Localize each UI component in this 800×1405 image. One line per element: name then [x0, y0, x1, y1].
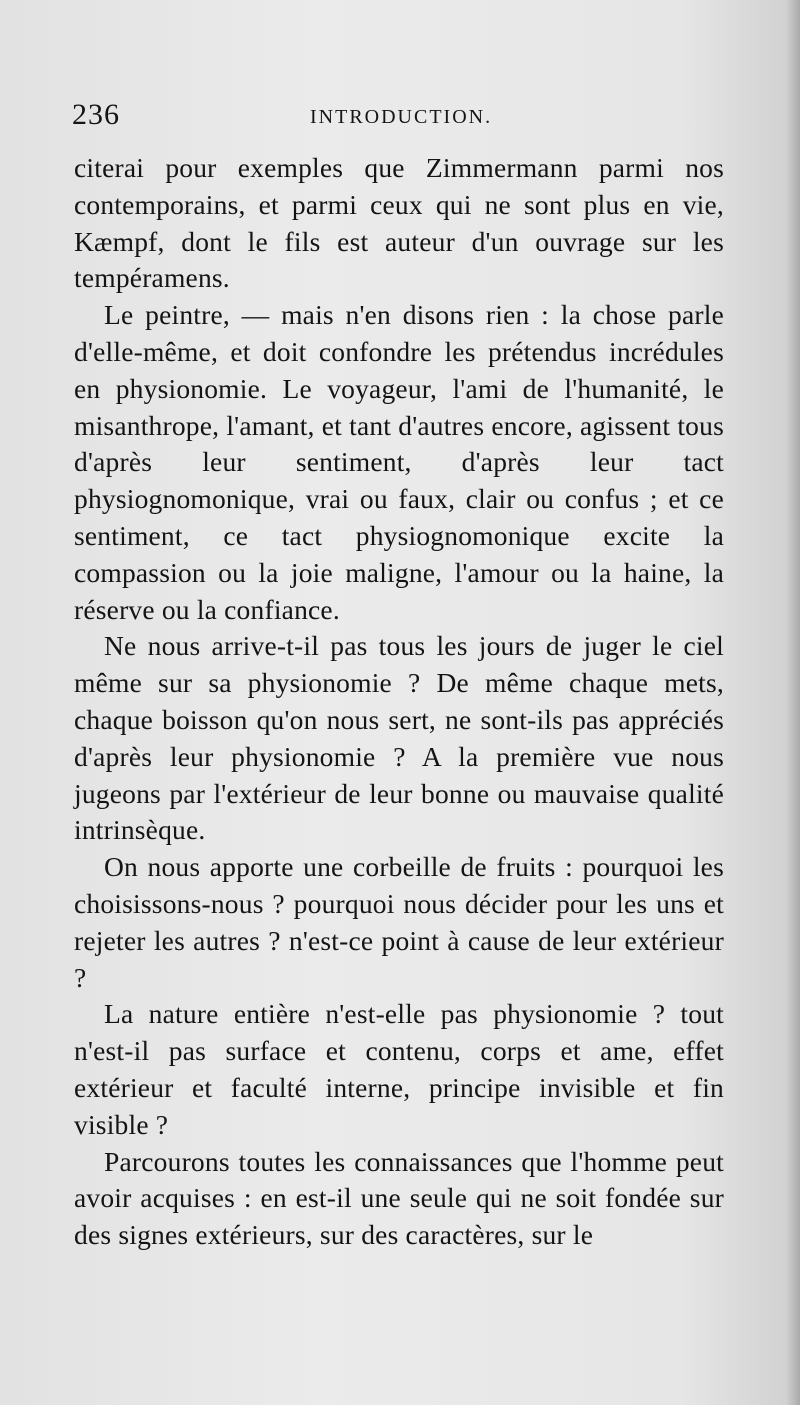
paragraph-continued: citerai pour exemples que Zimmermann parmi nos contemporains, et parmi ceux qui ne sont plus en vie, Kæmpf, dont le fils est auteur d'un ouvrage sur les tempéramens. — [74, 152, 724, 294]
paragraph: La nature entière n'est-elle pas physionomie ? tout n'est-il pas surface et contenu, corps et ame, effet extérieur et faculté interne, principe invisible et fin visible ? — [74, 998, 724, 1140]
body-text — [74, 150, 724, 1254]
running-title: INTRODUCTION. — [310, 106, 493, 128]
paragraph: Le peintre, — mais n'en disons rien : la chose parle d'elle-même, et doit confondre les prétendus incrédules en physionomie. Le voyageur, l'ami de l'humanité, le misanthrope, l'amant, et tant d'autres encore, agissent tous d'après leur sentiment, d'après leur tact physiognomonique, vrai ou faux, clair ou confus ; et ce sentiment, ce tact physiognomonique excite la compassion ou la joie maligne, l'amour ou la haine, la réserve ou la confiance. — [74, 299, 724, 625]
paragraph: Ne nous arrive-t-il pas tous les jours de juger le ciel même sur sa physionomie ? De même chaque mets, chaque boisson qu'on nous sert, ne sont-ils pas appréciés d'après leur physionomie ? A la première vue nous jugeons par l'extérieur de leur bonne ou mauvaise qualité intrinsèque. — [74, 630, 724, 846]
paragraph: On nous apporte une corbeille de fruits : pourquoi les choisissons-nous ? pourquoi nous décider pour les uns et rejeter les autres ? n'est-ce point à cause de leur extérieur ? — [74, 851, 724, 993]
page-edge-shadow — [786, 0, 800, 1405]
paragraph: Parcourons toutes les connaissances que l'homme peut avoir acquises : en est-il une seule qui ne soit fondée sur des signes extérieurs, sur des caractères, sur le — [74, 1145, 724, 1251]
page-number: 236 — [72, 98, 120, 131]
page-header — [72, 98, 722, 138]
